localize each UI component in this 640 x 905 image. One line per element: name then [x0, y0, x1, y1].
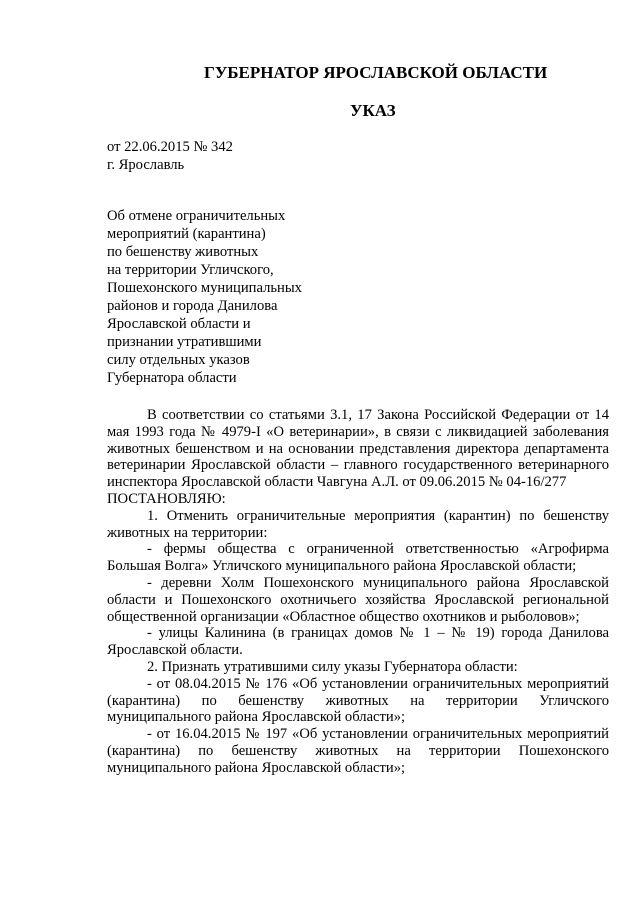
issuer-title: ГУБЕРНАТОР ЯРОСЛАВСКОЙ ОБЛАСТИ — [204, 63, 548, 82]
subject-line: по бешенству животных — [107, 244, 259, 260]
item-2: 2. Признать утратившими силу указы Губернатора области: — [147, 658, 518, 675]
item-2-subitem: - от 16.04.2015 № 197 «Об установлении ограничительных мероприятий (карантина) по бешенству животных на территории Пошехонского муниципального района Ярославской области»; — [107, 726, 609, 776]
subject-line: мероприятий (карантина) — [107, 226, 266, 242]
subject-line: Ярославской области и — [107, 316, 251, 332]
subject-line: на территории Угличского, — [107, 262, 274, 278]
preamble-paragraph: В соответствии со статьями 3.1, 17 Закона Российской Федерации от 14 мая 1993 года № 4979-I «О ветеринарии», в связи с ликвидацией заболевания животных бешенством и на основании представления директора департамента ветеринарии Ярославской области – главного государственного ветеринарного инспектора Ярославской области Чавгуна А.Л. от 09.06.2015 № 04-16/277 — [107, 407, 609, 491]
subject-block — [107, 207, 302, 387]
date-number: от 22.06.2015 № 342 — [107, 139, 233, 155]
item-2-subitem: - от 08.04.2015 № 176 «Об установлении ограничительных мероприятий (карантина) по бешенству животных на территории Угличского муниципального района Ярославской области»; — [107, 675, 609, 726]
city: г. Ярославль — [107, 157, 185, 173]
subject-line: признании утратившими — [107, 334, 262, 350]
subject-line: Пошехонского муниципальных — [107, 280, 302, 296]
body-text — [107, 407, 609, 777]
subject-line: Губернатора области — [107, 370, 237, 386]
subject-line: силу отдельных указов — [107, 352, 250, 368]
item-1-subitem: - деревни Холм Пошехонского муниципального района Ярославской области и Пошехонского охотничьего хозяйства Ярославской региональной общественной организации «Областное общество охотников и рыболовов»; — [107, 574, 609, 625]
decree-word: ПОСТАНОВЛЯЮ: — [107, 490, 226, 507]
item-1: 1. Отменить ограничительные мероприятия (карантин) по бешенству животных на территории: — [107, 507, 609, 541]
subject-line: Об отмене ограничительных — [107, 208, 286, 224]
document-type-title: УКАЗ — [350, 101, 396, 120]
item-1-subitem: - фермы общества с ограниченной ответственностью «Агрофирма Большая Волга» Угличского муниципального района Ярославской области; — [107, 541, 609, 575]
item-1-subitem: - улицы Калинина (в границах домов № 1 – № 19) города Данилова Ярославской области. — [107, 625, 609, 659]
subject-line: районов и города Данилова — [107, 298, 278, 314]
